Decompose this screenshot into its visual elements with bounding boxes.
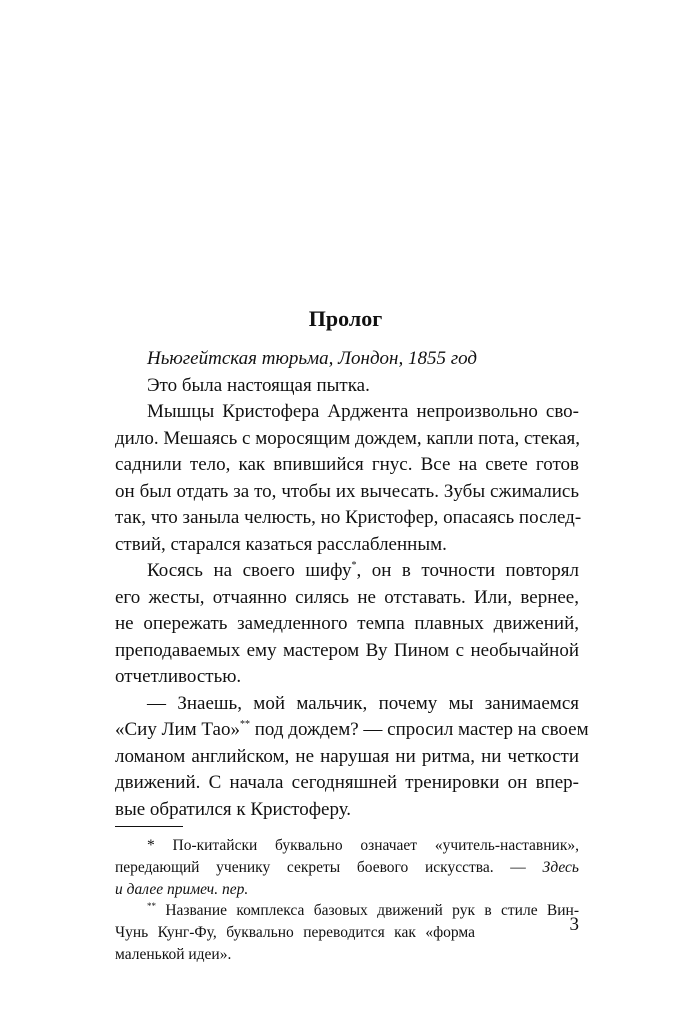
footnote-line	[115, 857, 579, 879]
text-line: его жесты, отчаянно силясь не отставать. Или, вернее,	[115, 586, 579, 608]
footnote-line: Чунь Кунг-Фу, буквально переводится как «форма	[115, 924, 475, 942]
text-line: ствий, старался казаться расслабленным.	[115, 533, 447, 555]
text-line	[115, 558, 579, 585]
chapter-subtitle: Ньюгейтская тюрьма, Лондон, 1855 год	[147, 348, 478, 369]
footnote-line: маленькой идеи».	[115, 945, 232, 963]
body-text	[115, 346, 589, 823]
footnotes	[115, 835, 579, 966]
footnote-line	[115, 879, 579, 901]
footnote-text: По-китайски буквально означает «учитель-наставник»,	[172, 837, 579, 854]
footnote-text: Название комплекса базовых движений рук в стиле Вин-	[165, 902, 580, 920]
footnote-text: передающий ученику секреты боевого искусства. —	[115, 858, 526, 876]
chapter-title: Пролог	[308, 306, 383, 331]
footnote-divider	[115, 826, 183, 827]
footnote-1	[115, 835, 579, 857]
footnote-2	[115, 900, 579, 922]
footnote-ref[interactable]: *	[351, 560, 357, 571]
text-line: Мышцы Кристофера Арджента непроизвольно сво-	[147, 401, 579, 422]
text-line: он был отдать за то, чтобы их вычесать. Зубы сжимались	[115, 480, 579, 502]
text-line: так, что заныла челюсть, но Кристофер, опасаясь послед-	[115, 507, 582, 528]
text-line	[115, 717, 589, 744]
footnote-italic: Здесь	[542, 858, 579, 876]
text-segment: под дождем? — спросил мастер на своем	[249, 719, 589, 740]
text-line: дило. Мешаясь с моросящим дождем, капли пота, стекая,	[115, 427, 581, 449]
text-line: преподаваемых ему мастером Ву Пином с необычайной	[115, 639, 579, 661]
text-segment: , он в точности повторял	[356, 560, 579, 581]
text-line: ломаном английском, не нарушая ни ритма, ни четкости	[115, 745, 579, 767]
text-segment: Косясь на своего шифу	[147, 560, 352, 581]
text-line: саднили тело, как впившийся гнус. Все на свете готов	[115, 454, 579, 475]
text-line: не опережать замедленного темпа плавных движений,	[115, 613, 579, 634]
footnote-ref[interactable]: **	[239, 719, 250, 730]
text-line: движений. С начала сегодняшней тренировки он впер-	[115, 772, 579, 793]
footnote-italic: и далее примеч. пер.	[115, 880, 249, 898]
text-line: Это была настоящая пытка.	[147, 374, 370, 396]
text-line: вые обратился к Кристоферу.	[115, 798, 352, 820]
text-line: — Знаешь, мой мальчик, почему мы занимаемся	[147, 692, 579, 714]
page-number: 3	[569, 914, 579, 935]
text-line: отчетливостью.	[115, 666, 242, 687]
footnote-mark: *	[147, 837, 155, 854]
footnote-mark: **	[147, 901, 156, 912]
text-segment: «Сиу Лим Тао»	[115, 719, 240, 740]
